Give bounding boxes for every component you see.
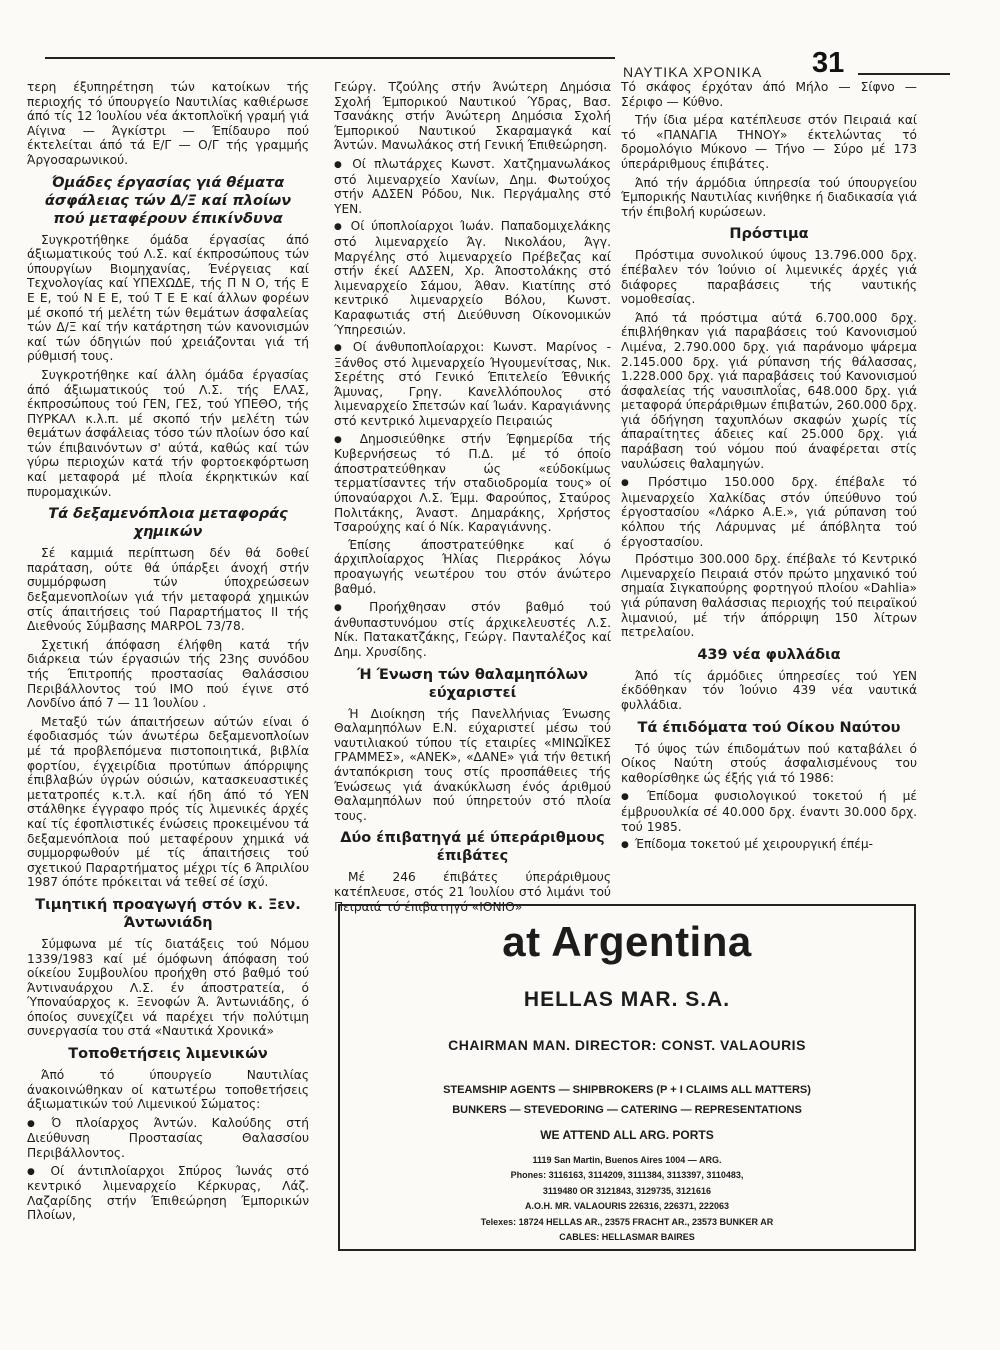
section-heading: Τοποθετήσεις λιμενικών bbox=[68, 1046, 268, 1063]
ad-phones: Phones: 3116163, 3114209, 3111384, 3113397, 3110483, bbox=[510, 1170, 744, 1181]
column-3 bbox=[621, 80, 917, 856]
list-item: ● Ό πλοίαρχος Άντών. Καλούδης στή Διεύθυνση Προστασίας Θαλασσίου Περιβάλλοντος. bbox=[27, 1115, 309, 1161]
advertisement bbox=[338, 904, 916, 1251]
section-heading: Όμάδες έργασίας γιά θέματα άσφάλειας τών Δ/Ξ καί πλοίων πού μεταφέρουν έπικίνδυνα bbox=[44, 174, 292, 227]
ad-services-line: STEAMSHIP AGENTS — SHIPBROKERS (P + I CLAIMS ALL MATTERS) bbox=[443, 1084, 811, 1096]
header-rule-right bbox=[858, 73, 950, 75]
column-1 bbox=[27, 80, 309, 1226]
section-heading: Ή Ένωση τών θαλαμηπόλων εύχαριστεί bbox=[356, 666, 588, 701]
section-heading: Πρόστιμα bbox=[729, 226, 809, 243]
ad-services bbox=[340, 1080, 914, 1120]
paragraph: Μεταξύ τών άπαιτήσεων αύτών είναι ό έφοδιασμός τών άνωτέρω δεξαμενοπλοίων μέ τά προβλεπόμενα πιστοποιητικά, βιβλία φορτίου, έγχειρίδια προτύπων άπόρριψης έπιβλαβών ύγρών ούσιών, κατασκευαστικές μετατροπές κ.τ.λ. καί ήδη άπό τό ΥΕΝ στάλθηκε έγγραφο πρός τίς λιμενικές άρχές καί τίς έφοπλιστικές ένώσεις προκειμένου τά δεξαμενόπλοια πού μεταφέρουν χημικά νά συμμορφωθούν μέ τίς άπαιτήσεις τού σχετικού Παραρτήματος μέχρι τίς 6 Άπριλίου 1987 όπότε πρόκειται νά τεθεί σέ ίσχύ. bbox=[27, 714, 309, 890]
bullet-icon: ● bbox=[334, 222, 345, 233]
ad-cables: CABLES: HELLASMAR BAIRES bbox=[559, 1232, 695, 1243]
header-rule-left bbox=[45, 57, 615, 59]
section-heading: Τά δεξαμενόπλοια μεταφοράς χημικών bbox=[48, 506, 288, 541]
paragraph: Μέ 246 έπιβάτες ύπεράριθμους κατέπλευσε, στός 21 Ίουλίου στό λιμάνι τού Πειραιά τό έπιβατηγό «ΙΟΝΙΟ» bbox=[334, 870, 611, 914]
ad-aoh: A.O.H. MR. VALAOURIS 226316, 226371, 222063 bbox=[525, 1201, 729, 1212]
paragraph: Σέ καμμιά περίπτωση δέν θά δοθεί παράταση, ούτε θά ύπάρξει άνοχή στήν συμμόρφωση τών ύποχρεώσεων δεξαμενοπλοίων γιά τήν μεταφορά χημικών στίς άπαιτήσεις τού Παραρτήματος ΙΙ τής Διεθνούς Σύμβασης MARPOL 73/78. bbox=[27, 546, 309, 634]
paragraph: Τό σκάφος έρχόταν άπό Μήλο — Σίφνο — Σέριφο — Κύθνο. bbox=[621, 80, 917, 109]
bullet-icon: ● bbox=[621, 840, 629, 851]
list-item: ● Οί άνθυποπλοίαρχοι: Κωνστ. Μαρίνος - Ξάνθος στό λιμεναρχείο Ήγουμενίτσας, Νικ. Σερέτης στό Γενικό Έπιτελείο Έθνικής Άμυνας, Γρηγ. Κανελλόπουλος στό λιμεναρχείο Σπετσών καί Ίωάν. Καραγιάννης στό κεντρικό λιμεναρχείο Πειραιώς bbox=[334, 340, 611, 429]
list-item: ● Οί άντιπλοίαρχοι Σπύρος Ίωνάς στό κεντρικό λιμεναρχείο Κέρκυρας, Λάζ. Λαζαρίδης στήν Έπιθεώρηση Έμπορικών Πλοίων, bbox=[27, 1163, 309, 1223]
paragraph: Τό ύψος τών έπιδομάτων πού καταβάλει ό Οίκος Ναύτη στούς άσφαλισμένους του καθορίσθηκε ώς έξής γιά τό 1986: bbox=[621, 741, 917, 785]
ad-company: HELLAS MAR. S.A. bbox=[523, 988, 731, 1011]
ad-contacts bbox=[340, 1153, 914, 1245]
list-item: ● Οί ύποπλοίαρχοι Ίωάν. Παπαδομιχελάκης στό λιμεναρχείο Άγ. Νικολάου, Άγγ. Μαργέλης στό λιμεναρχείο Πρέβεζας καί στήν έκεί ΑΔΣΕΝ, Χρ. Άποστολάκης στό λιμεναρχείο Σάμου, Άθαν. Κιατίπης στό κεντρικό λιμεναρχείο Βόλου, Κωνστ. Καραφωτιάς στή Διεύθυνση Οίκονομικών Ύπηρεσιών. bbox=[334, 219, 611, 337]
bullet-icon: ● bbox=[27, 1166, 45, 1177]
ad-title: at Argentina bbox=[502, 918, 752, 965]
paragraph: Γεώργ. Τζούλης στήν Άνώτερη Δημόσια Σχολή Έμπορικού Ναυτικού Ύδρας, Βασ. Τσανάκης στήν Άνώτερη Δημόσια Σχολή Έμπορικού Ναυτικού Σκαραμαγκά καί Άντών. Μανωλάκος στή Γενική Έπιθεώρηση. bbox=[334, 80, 611, 153]
section-heading: Δύο έπιβατηγά μέ ύπεράριθμους έπιβάτες bbox=[340, 830, 605, 865]
paragraph: Άπό τήν άρμόδια ύπηρεσία τού ύπουργείου Έμπορικής Ναυτιλίας κινήθηκε ή διαδικασία γιά τήν έπιβολή κυρώσεων. bbox=[621, 175, 917, 219]
bullet-icon: ● bbox=[334, 434, 354, 445]
paragraph: Άπό τά πρόστιμα αύτά 6.700.000 δρχ. έπιβλήθηκαν γιά παραβάσεις τού Κανονισμού Λιμένα, 2.790.000 δρχ. γιά παράνομο ψάρεμα 2.145.000 δρχ. γιά ρύπανση τής θάλασσας, 1.228.000 δρχ. γιά παραβάσεις τού Κανονισμού άσφαλείας τής ναυσιπλοΐας, 648.000 δρχ. γιά μεταφορά ύπεράριθμων έπιβατών, 260.000 δρχ. γιά όδήγηση ταχυπλόων σκαφών χωρίς τίς άπαραίτητες άδειες καί 25.000 δρχ. γιά παράβαση τού νόμου πού άναφέρεται στίς ναυλώσεις θαλαμηγών. bbox=[621, 310, 917, 471]
paragraph: Συγκροτήθηκε καί άλλη όμάδα έργασίας άπό άξιωματικούς τού Λ.Σ. τής ΕΛΑΣ, έκπροσώπους τού ΓΕΝ, ΓΕΣ, τού ΥΠΕΘΟ, τής ΠΥΡΚΑΛ κ.λ.π. μέ σκοπό τήν μελέτη τών θεμάτων άσφάλειας τόσο τών πλοίων όσο καί τών έπιβαινόντων σ' αύτά, καθώς καί τών γύρω περιοχών κατά τήν φορτοεκφόρτωση καί μεταφορά μέ πλοία έκρηκτικών καί πυρομαχικών. bbox=[27, 367, 309, 499]
bullet-icon: ● bbox=[27, 1118, 46, 1129]
paragraph: τερη έξυπηρέτηση τών κατοίκων τής περιοχής τό ύπουργείο Ναυτιλίας καθιέρωσε άπό τίς 12 Ίουλίου νέα άκτοπλοϊκή γραμή γιά Αίγινα — Άγκίστρι — Έπίδαυρο πού έκτελείται άπό τά Ε/Γ — Ο/Γ τής γραμμής Άργοσαρωνικού. bbox=[27, 80, 309, 167]
bullet-icon: ● bbox=[334, 343, 347, 354]
ad-phones: 3119480 OR 3121843, 3129735, 3121616 bbox=[542, 1185, 712, 1196]
paragraph: Πρόστιμα συνολικού ύψους 13.796.000 δρχ. έπέβαλεν τόν Ίούνιο οί λιμενικές άρχές γιά διάφορες παραβάσεις τής ναυτικής νομοθεσίας. bbox=[621, 248, 917, 307]
bullet-icon: ● bbox=[621, 478, 643, 489]
paragraph: Τήν ίδια μέρα κατέπλευσε στόν Πειραιά καί τό «ΠΑΝΑΓΙΑ ΤΗΝΟΥ» έκτελώντας τό δρομολόγιο Μύκονο — Τήνο — Σύρο μέ 173 ύπεράριθμους έπιβάτες. bbox=[621, 113, 917, 171]
ad-services-line: BUNKERS — STEVEDORING — CATERING — REPRESENTATIONS bbox=[452, 1104, 802, 1116]
list-item: ● Οί πλωτάρχες Κωνστ. Χατζημανωλάκος στό λιμεναρχείο Χανίων, Δημ. Φωτούχος στήν ΑΔΣΕΝ Ρόδου, Νικ. Περγάμαλης στό ΥΕΝ. bbox=[334, 156, 611, 216]
paragraph: Σχετική άπόφαση έλήφθη κατά τήν διάρκεια τών έργασιών τής 23ης συνόδου τής Έπιτροπής προστασίας Θαλάσσιου Περιβάλλοντος τού ΙΜΟ πού έγινε στό Λονδίνο άπό 7 — 11 Ίουλίου . bbox=[27, 637, 309, 711]
bullet-icon: ● bbox=[334, 159, 347, 170]
bullet-icon: ● bbox=[334, 603, 364, 614]
list-item: ● Έπίδομα τοκετού μέ χειρουργική έπέμ- bbox=[621, 837, 874, 852]
paragraph: Άπό τίς άρμόδιες ύπηρεσίες τού ΥΕΝ έκδόθηκαν τόν Ίούνιο 439 νέα ναυτικά φυλλάδια. bbox=[621, 668, 917, 712]
paragraph: Άπό τό ύπουργείο Ναυτιλίας άνακοινώθηκαν οί κατωτέρω τοποθετήσεις άξιωματικών τού Λιμενικού Σώματος: bbox=[27, 1068, 309, 1112]
ad-telexes: Telexes: 18724 HELLAS AR., 23575 FRACHT AR., 23573 BUNKER AR bbox=[480, 1216, 774, 1227]
bullet-icon: ● bbox=[621, 792, 642, 803]
column-2 bbox=[334, 80, 611, 918]
paragraph: Έπίσης άποστρατεύθηκε καί ό άρχιπλοίαρχος Ήλίας Πιερράκος λόγω προαγωγής νεωτέρου του στόν άνώτερο βαθμό. bbox=[334, 537, 611, 596]
paragraph: Σύμφωνα μέ τίς διατάξεις τού Νόμου 1339/1983 καί μέ όμόφωνη άπόφαση τού οίκείου Συμβουλίου προήχθη στό βαθμό τού Άντιναυάρχου Λ.Σ. έν άποστρατεία, ό Ύποναύαρχος κ. Ξενοφών Ά. Άντωνιάδης, ό όποίος συνεχίζει νά παρέχει τήν πολύτιμη συνεργασία του στά «Ναυτικά Χρονικά» bbox=[27, 936, 309, 1039]
list-item: ● Έπίδομα φυσιολογικού τοκετού ή μέ έμβρυουλκία σέ 40.000 δρχ. έναντι 30.000 δρχ. τού 1985. bbox=[621, 789, 917, 834]
list-item: ● Προήχθησαν στόν βαθμό τού άνθυπαστυνόμου στίς άρχικελευστές Λ.Σ. Νίκ. Πατακατζάκης, Γεώργ. Πανταλέζος καί Δημ. Χρυσίδης. bbox=[334, 600, 611, 659]
ad-chairman: CHAIRMAN MAN. DIRECTOR: CONST. VALAOURIS bbox=[448, 1037, 806, 1053]
magazine-name: ΝΑΥΤΙΚΑ ΧΡΟΝΙΚΑ bbox=[623, 64, 763, 80]
section-heading: Τά έπιδόματα τού Οίκου Ναύτου bbox=[637, 719, 901, 736]
list-item: ● Πρόστιμο 150.000 δρχ. έπέβαλε τό λιμεναρχείο Χαλκίδας στόν ύπεύθυνο τού έργοστασίου «Λάρκο Α.Ε.», γιά ρύπανση τού κόλπου τής Λάρυμνας μέ άπόβλητα τού έργοστασίου. bbox=[621, 475, 917, 549]
paragraph: Ή Διοίκηση τής Πανελλήνιας Ένωσης Θαλαμηπόλων Ε.Ν. εύχαριστεί μέσω τού ναυτιλιακού τύπου τίς εταιρίες «ΜΙΝΩΪΚΕΣ ΓΡΑΜΜΕΣ», «ΑΝΕΚ», «ΔΑΝΕ» γιά τήν θετική άνταπόκριση τους στίς προσπάθειες τής Ένώσεως γιά άνακύκλωση ένός άριθμού Θαλαμηπόλων πού ύπηρετούν στό πλοία τους. bbox=[334, 706, 611, 823]
ad-attend: WE ATTEND ALL ARG. PORTS bbox=[540, 1128, 714, 1142]
ad-address: 1119 San Martin, Buenos Aires 1004 — ARG. bbox=[532, 1155, 722, 1165]
paragraph: Συγκροτήθηκε όμάδα έργασίας άπό άξιωματικούς τού Λ.Σ. καί έκπροσώπους τών ύπουργίων Βιομηχανίας, Ένέργειας καί Τεχνολογίας καί ΥΠΕΧΩΔΕ, τής Π Ν Ο, τής Ε Ε Ε, τού Ν Ε Ε, τού Τ Ε Ε καί άλλων φορέων μέ σκοπό τή μελέτη τών θεμάτων άσφαλείας τών Δ/Ξ καί τήν κατάρτηση τών κανονισμών καί τών όδηγιών πού χρειάζονται γιά τή ρύθμισή τους. bbox=[27, 232, 309, 364]
page-number: 31 bbox=[812, 47, 845, 79]
paragraph: Πρόστιμο 300.000 δρχ. έπέβαλε τό Κεντρικό Λιμεναρχείο Πειραιά στόν πρώτο μηχανικό τού σημαία Σιγκαπούρης φορτηγού πλοίου «Dahlia» γιά ρύπανση θαλάσσιας περιοχής τού πειραϊκού λιμανιού, μέ τήν άπόρριψη 150 λίτρων πετρελαίου. bbox=[621, 552, 917, 640]
section-heading: Τιμητική προαγωγή στόν κ. Ξεν. Άντωνιάδη bbox=[35, 896, 301, 931]
section-heading: 439 νέα φυλλάδια bbox=[697, 646, 841, 663]
list-item: ● Δημοσιεύθηκε στήν Έφημερίδα τής Κυβερνήσεως τό Π.Δ. μέ τό όποίο άποστρατεύθηκαν ώς «εύδοκίμως τερματίσαντες τήν σταδιοδρομία τους» οί ύποναύαρχοι Λ.Σ. Έμμ. Φαρούπος, Σταύρος Πολιτάκης, Άναστ. Δημαράκης, Χρήστος Τσαρούχης καί ό Νίκ. Καραγιάννης. bbox=[334, 431, 611, 535]
